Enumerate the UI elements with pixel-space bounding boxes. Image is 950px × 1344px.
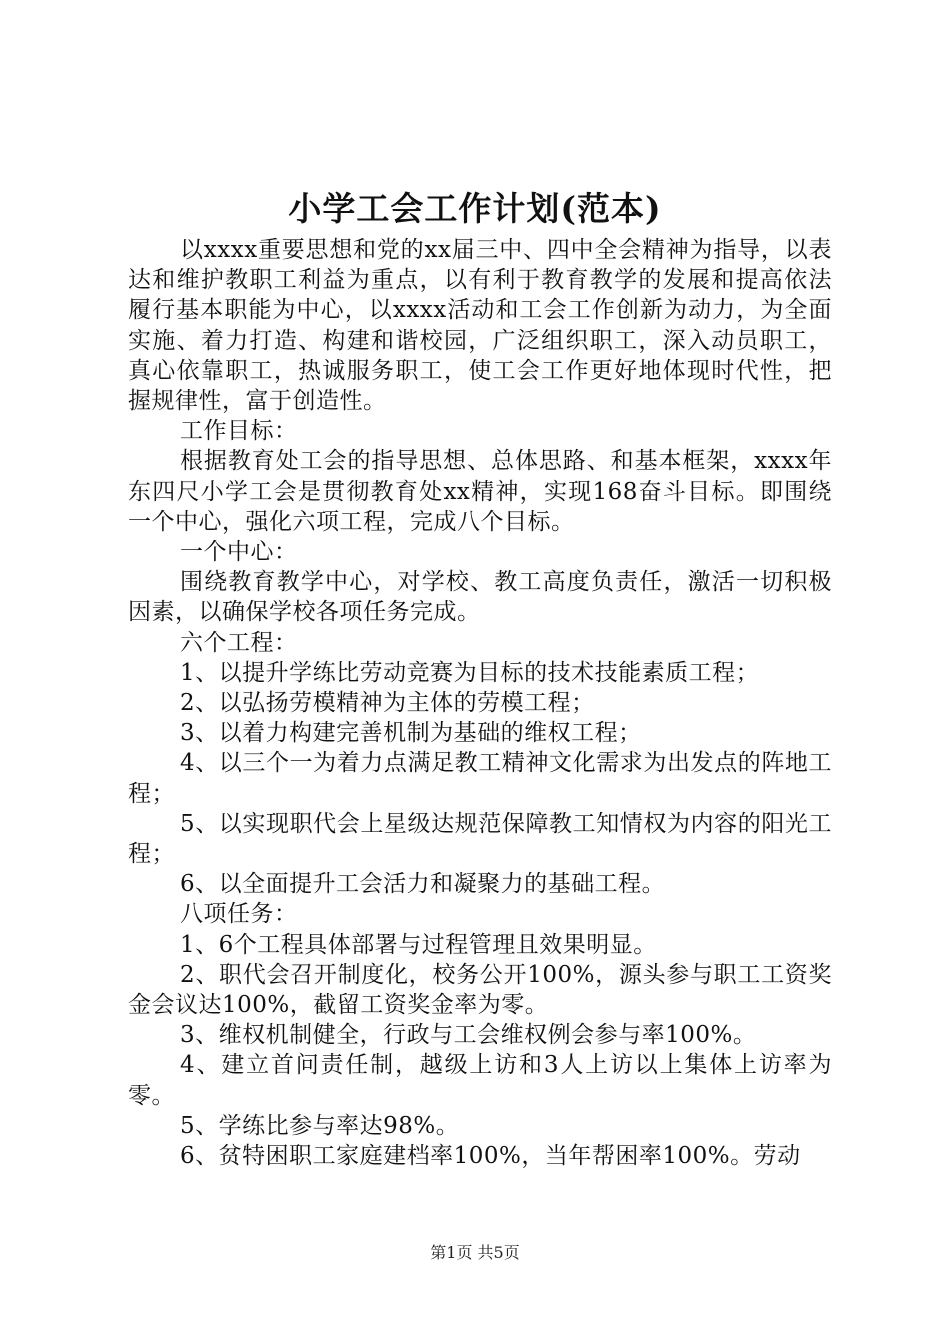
list-item-task-2: 2、职代会召开制度化，校务公开100%，源头参与职工工资奖金会议达100%，截留工资奖金率为零。 [128, 961, 832, 1019]
list-item-task-4: 4、建立首问责任制，越级上访和3人上访以上集体上访率为零。 [128, 1052, 832, 1109]
list-item-task-6: 6、贫特困职工家庭建档率100%，当年帮困率100%。劳动 [180, 1143, 801, 1170]
heading-six-projects: 六个工程： [180, 629, 298, 656]
list-item-project-1: 1、以提升学练比劳动竞赛为目标的技术技能素质工程； [180, 659, 760, 686]
list-item-task-5: 5、学练比参与率达98%。 [180, 1112, 460, 1139]
list-item-project-5: 5、以实现职代会上星级达规范保障教工知情权为内容的阳光工程； [128, 810, 832, 868]
document-title: 小学工会工作计划(范本) [288, 189, 662, 228]
list-item-project-3: 3、以着力构建完善机制为基础的维权工程； [180, 720, 642, 747]
list-item-task-1: 1、6个工程具体部署与过程管理且效果明显。 [180, 931, 657, 958]
list-item-task-3: 3、维权机制健全，行政与工会维权例会参与率100%。 [180, 1022, 757, 1049]
paragraph-intro: 以xxxx重要思想和党的xx届三中、四中全会精神为指导，以表达和维护教职工利益为重点，以有利于教育教学的发展和提高依法履行基本职能为中心，以xxxx活动和工会工作创新为动力，为全面实施、着力打造、构建和谐校园，广泛组织职工，深入动员职工，真心依靠职工，热诚服务职工，使工会工作更好地体现时代性，把握规律性，富于创造性。 [128, 237, 832, 415]
document-body [128, 235, 832, 1171]
page-footer: 第1页 共5页 [430, 1243, 520, 1262]
heading-eight-tasks: 八项任务： [180, 901, 298, 928]
heading-one-center: 一个中心： [180, 539, 298, 566]
list-item-project-6: 6、以全面提升工会活力和凝聚力的基础工程。 [180, 871, 666, 898]
heading-work-goals: 工作目标： [180, 418, 298, 445]
paragraph-center: 围绕教育教学中心，对学校、教工高度负责任，激活一切积极因素，以确保学校各项任务完成。 [128, 569, 832, 626]
list-item-project-4: 4、以三个一为着力点满足教工精神文化需求为出发点的阵地工程； [128, 750, 832, 807]
paragraph-goals: 根据教育处工会的指导思想、总体思路、和基本框架，xxxx年东四尺小学工会是贯彻教育处xx精神，实现168奋斗目标。即围绕一个中心，强化六项工程，完成八个目标。 [128, 448, 832, 535]
list-item-project-2: 2、以弘扬劳模精神为主体的劳模工程； [180, 690, 595, 717]
